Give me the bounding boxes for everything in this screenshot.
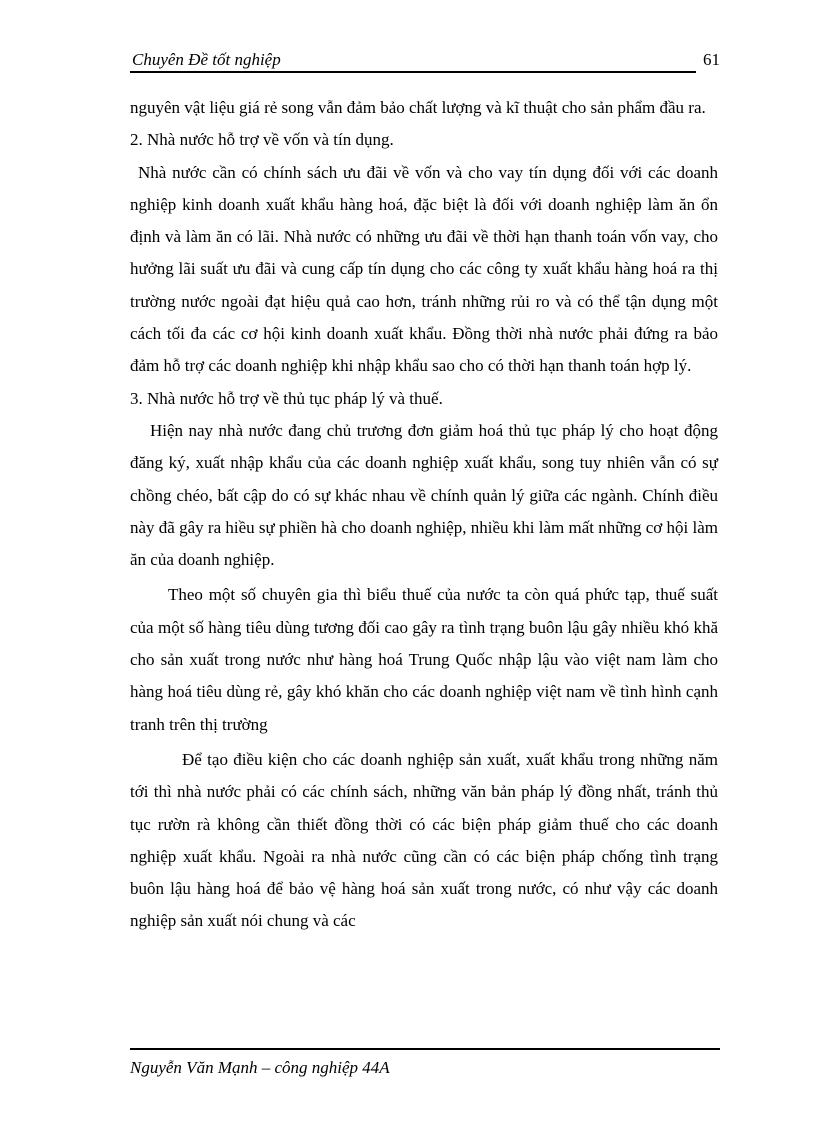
- footer-rule: [130, 1048, 720, 1050]
- paragraph-tax-schedule: Theo một số chuyên gia thì biểu thuế của nước ta còn quá phức tạp, thuế suất của một số hàng tiêu dùng tương đối cao gây ra tình trạng buôn lậu gây nhiều khó khă cho sản xuất trong nước như hàng hoá Trung Quốc nhập lậu vào việt nam làm cho hàng hoá tiêu dùng rẻ, gây khó khăn cho các doanh nghiệp việt nam về tình hình cạnh tranh trên thị trường: [130, 585, 718, 734]
- paragraph-legal-procedures: Hiện nay nhà nước đang chủ trương đơn giảm hoá thủ tục pháp lý cho hoạt động đăng ký, xuất nhập khẩu của các doanh nghiệp xuất khẩu, song tuy nhiên vẫn có sự chồng chéo, bất cập do có sự khác nhau về chính quản lý giữa các ngành. Chính điều này đã gây ra hiều sự phiền hà cho doanh nghiệp, nhiều khi làm mất những cơ hội làm ăn của doanh nghiệp.: [130, 420, 718, 570]
- header-rule: [130, 71, 696, 73]
- section-heading-3: 3. Nhà nước hỗ trợ về thủ tục pháp lý và thuế.: [130, 388, 443, 408]
- section-heading-2: 2. Nhà nước hỗ trợ về vốn và tín dụng.: [130, 130, 394, 150]
- paragraph-continuation: nguyên vật liệu giá rẻ song vẫn đảm bảo chất lượng và kĩ thuật cho sản phẩm đầu ra.: [130, 98, 706, 117]
- paragraph-capital-credit: Nhà nước cần có chính sách ưu đãi về vốn và cho vay tín dụng đối với các doanh nghiệp kinh doanh xuất khẩu hàng hoá, đặc biệt là đối với doanh nghiệp làm ăn ổn định và làm ăn có lãi. Nhà nước có những ưu đãi về thời hạn thanh toán vốn vay, cho hưởng lãi suất ưu đãi và cung cấp tín dụng cho các công ty xuất khẩu hàng hoá ra thị trường nước ngoài đạt hiệu quả cao hơn, tránh những rủi ro và có thể tận dụng một cách tối đa các cơ hội kinh doanh xuất khẩu. Đồng thời nhà nước phải đứng ra bảo đảm hỗ trợ các doanh nghiệp khi nhập khẩu sao cho có thời hạn thanh toán hợp lý.: [130, 162, 718, 376]
- page-footer: [130, 1048, 720, 1078]
- page-number: 61: [703, 50, 720, 69]
- page-header: [130, 50, 720, 74]
- paragraph-policy-measures: Để tạo điều kiện cho các doanh nghiệp sản xuất, xuất khẩu trong những năm tới thì nhà nước phải có các chính sách, những văn bản pháp lý đồng nhất, tránh thủ tục rườn rà không cần thiết đồng thời có các biện pháp giảm thuế cho các doanh nghiệp xuất khẩu. Ngoài ra nhà nước cũng cần có các biện pháp chống tình trạng buôn lậu hàng hoá để bảo vệ hàng hoá sản xuất trong nước, có như vậy các doanh nghiệp sản xuất nói chung và các: [130, 749, 718, 931]
- author-line: Nguyễn Văn Mạnh – công nghiệp 44A: [130, 1058, 390, 1077]
- document-body: [130, 92, 718, 938]
- document-title: Chuyên Đề tốt nghiệp: [132, 50, 281, 69]
